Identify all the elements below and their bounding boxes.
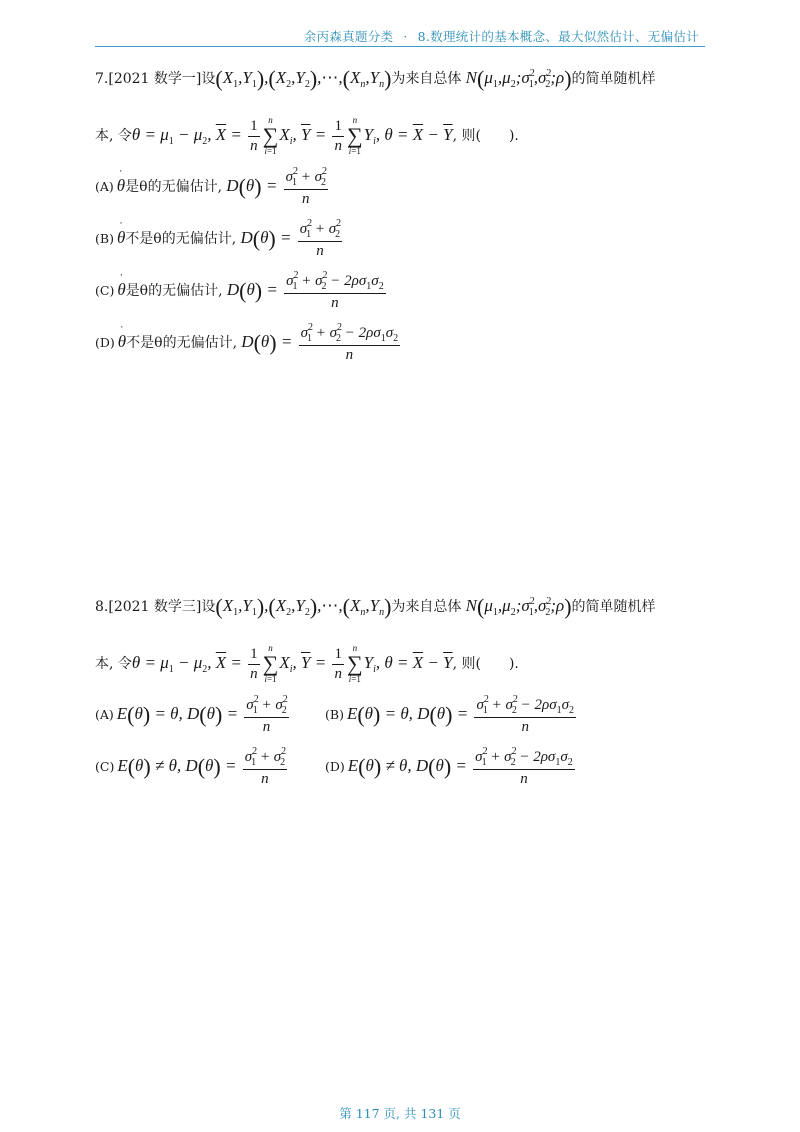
page-header [95, 24, 705, 47]
q7-option-a-theta: ˙ θ [117, 176, 125, 196]
q8-line2 [95, 644, 519, 684]
q7-option-b-theta: ˙ θ [117, 228, 125, 248]
q7-option-d-label: (D) [95, 334, 115, 350]
q8-sample-text: 的简单随机样 [571, 599, 656, 615]
q7-number: 7. [95, 71, 109, 87]
q8-option-c-label: (C) [95, 758, 115, 774]
q7-option-b-label: (B) [95, 230, 114, 246]
header-book: 余丙森真题分类 [303, 29, 394, 44]
q7-line2-prefix: 本, 令 [95, 127, 132, 144]
q7-option-d-text: 不是θ的无偏估计, [126, 334, 238, 351]
q7-pop-text: 为来自总体 [391, 71, 462, 87]
q7-line2 [95, 116, 519, 156]
q8-option-a-formula: E(θ) = θ, D(θ) = $\frac{\sigma^2_1 + \sigma^2_2}{n}$ [116, 694, 288, 735]
q7-definitions: $\theta = \mu_1 - \mu_2$, $\overline{X}$ = $\frac{1}{n}$ n ∑ i=1 $X_i$, $\overline{Y}$ = $\frac{1}{n}$ n ∑ i=1 $Y_i$, $\theta = \overline{X} - \overline{Y}$ [131, 115, 453, 156]
q8-option-d[interactable] [325, 746, 577, 788]
q8-pop-text: 为来自总体 [391, 599, 462, 615]
header-chapter: 8.数理统计的基本概念、最大似然估计、无偏估计 [417, 29, 699, 44]
q8-dist-expr: $N(\mu_1,\mu_2;\sigma^2_1,\sigma^2_2;\rho)$ [461, 594, 572, 619]
q8-line2-end: , 则( ). [452, 655, 519, 672]
q7-option-d-theta: ˙ θ [118, 332, 126, 352]
q7-intro: 设 [201, 71, 216, 87]
q7-sample-expr: $(X_1,Y_1),(X_2,Y_2),\cdots,(X_n,Y_n)$ [215, 66, 392, 91]
q7-option-c[interactable] [95, 270, 388, 312]
q8-option-b[interactable] [325, 694, 578, 736]
header-separator: · [403, 29, 408, 44]
q7-option-a-text: 是θ的无偏估计, [125, 178, 223, 195]
page-footer: 第 117 页, 共 131 页 [339, 1106, 461, 1121]
q8-option-c[interactable] [95, 746, 289, 788]
q8-option-b-label: (B) [325, 706, 344, 722]
q7-option-c-text: 是θ的无偏估计, [125, 282, 223, 299]
q8-line2-prefix: 本, 令 [95, 655, 132, 672]
q7-line1 [95, 66, 656, 92]
q8-sample-expr: $(X_1,Y_1),(X_2,Y_2),\cdots,(X_n,Y_n)$ [215, 594, 392, 619]
q8-line1 [95, 594, 656, 620]
q7-option-d-formula: D(θ) = $\frac{\sigma^2_1 + \sigma^2_2 - 2\rho\sigma_1\sigma_2}{n}$ [237, 322, 399, 363]
q8-option-c-formula: E(θ) ≠ θ, D(θ) = $\frac{\sigma^2_1 + \sigma^2_2}{n}$ [117, 746, 287, 787]
q8-intro: 设 [201, 599, 216, 615]
q8-option-a-label: (A) [95, 706, 114, 722]
q7-option-d[interactable] [95, 322, 402, 364]
q7-option-b-text: 不是θ的无偏估计, [125, 230, 237, 247]
q7-option-a[interactable] [95, 166, 330, 208]
q7-source: [2021 数学一] [108, 71, 202, 87]
q7-option-a-label: (A) [95, 178, 114, 194]
q8-option-d-label: (D) [325, 758, 345, 774]
q7-option-c-label: (C) [95, 282, 115, 298]
q8-number: 8. [95, 599, 109, 615]
q7-option-c-formula: D(θ) = $\frac{\sigma^2_1 + \sigma^2_2 - 2\rho\sigma_1\sigma_2}{n}$ [222, 270, 384, 311]
q7-dist-expr: $N(\mu_1,\mu_2;\sigma^2_1,\sigma^2_2;\rho)$ [461, 66, 572, 91]
header-text [304, 27, 699, 45]
q8-option-a[interactable] [95, 694, 291, 736]
q7-option-a-formula: D(θ) = $\frac{\sigma^2_1 + \sigma^2_2}{n}$ [222, 166, 327, 207]
q8-option-d-formula: E(θ) ≠ θ, D(θ) = $\frac{\sigma^2_1 + \sigma^2_2 - 2\rho\sigma_1\sigma_2}{n}$ [347, 746, 573, 787]
q7-line2-end: , 则( ). [452, 127, 519, 144]
q7-option-b-formula: D(θ) = $\frac{\sigma^2_1 + \sigma^2_2}{n}$ [236, 218, 342, 259]
q8-option-b-formula: E(θ) = θ, D(θ) = $\frac{\sigma^2_1 + \sigma^2_2 - 2\rho\sigma_1\sigma_2}{n}$ [346, 694, 575, 735]
q8-source: [2021 数学三] [108, 599, 202, 615]
q7-option-b[interactable] [95, 218, 344, 260]
q7-sample-text: 的简单随机样 [571, 71, 656, 87]
q7-option-c-theta: ˙ θ [117, 280, 125, 300]
q8-definitions: $\theta = \mu_1 - \mu_2$, $\overline{X}$ = $\frac{1}{n}$ n ∑ i=1 $X_i$, $\overline{Y}$ = $\frac{1}{n}$ n ∑ i=1 $Y_i$, $\theta = \overline{X} - \overline{Y}$ [131, 643, 453, 684]
